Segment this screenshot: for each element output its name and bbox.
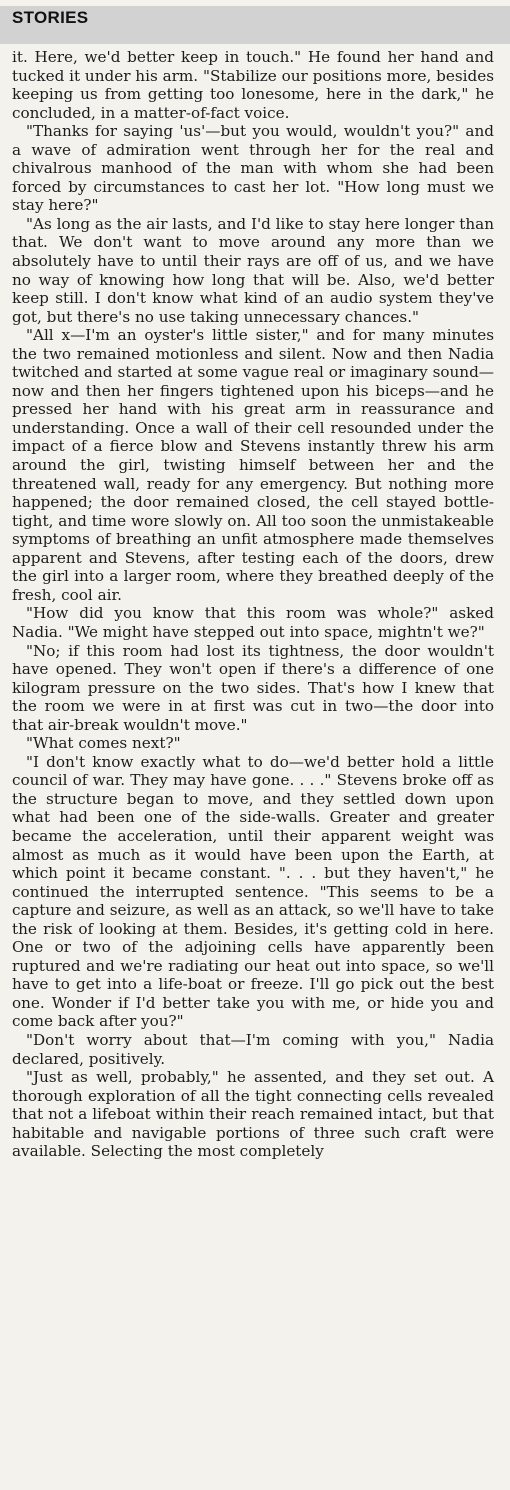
paragraph: it. Here, we'd better keep in touch." He found her hand and tucked it under his arm. "Stabilize our positions more, besides keeping us from getting too lonesome, here in the dark," he concluded, in a matter-of-fact voice. bbox=[12, 48, 494, 122]
paragraph: "Thanks for saying 'us'—but you would, wouldn't you?" and a wave of admiration went through her for the real and chivalrous manhood of the man with whom she had been forced by circumstances to cast her lot. "How long must we stay here?" bbox=[12, 122, 494, 215]
paragraph: "No; if this room had lost its tightness, the door wouldn't have opened. They won't open if there's a difference of one kilogram pressure on the two sides. That's how I knew that the room we were in at first was cut in two—the door into that air-break wouldn't move." bbox=[12, 641, 494, 734]
paragraph: "What comes next?" bbox=[26, 734, 181, 753]
story-text bbox=[12, 48, 494, 1161]
section-title: STORIES bbox=[12, 8, 89, 27]
paragraph: "Just as well, probably," he assented, and they set out. A thorough exploration of all the tight connecting cells revealed that not a lifeboat within their reach remained intact, but that habitable and navigable portions of three such craft were available. Selecting the most completely bbox=[12, 1068, 494, 1161]
paragraph: "How did you know that this room was whole?" asked Nadia. "We might have stepped out into space, mightn't we?" bbox=[12, 604, 494, 641]
section-header bbox=[0, 6, 510, 44]
paragraph: "Don't worry about that—I'm coming with you," Nadia declared, positively. bbox=[12, 1030, 494, 1068]
paragraph: "I don't know exactly what to do—we'd better hold a little council of war. They may have gone. . . ." Stevens broke off as the structure began to move, and they settled down upon what had been one of the side-walls. Greater and greater became the acceleration, until their apparent weight was almost as much as it would have been upon the Earth, at which point it became constant. ". . . but they haven't," he continued the interrupted sentence. "This seems to be a capture and seizure, as well as an attack, so we'll have to take the risk of looking at them. Besides, it's getting cold in here. One or two of the adjoining cells have apparently been ruptured and we're radiating our heat out into space, so we'll have to get into a life-boat or freeze. I'll go pick out the best one. Wonder if I'd better take you with me, or hide you and come back after you?" bbox=[12, 752, 494, 1031]
paragraph: "All x—I'm an oyster's little sister," and for many minutes the two remained motionless and silent. Now and then Nadia twitched and started at some vague real or imaginary sound—now and then her fingers tightened upon his biceps—and he pressed her hand with his great arm in reassurance and understanding. Once a wall of their cell resounded under the impact of a fierce blow and Stevens instantly threw his arm around the girl, twisting himself between her and the threatened wall, ready for any emergency. But nothing more happened; the door remained closed, the cell stayed bottle-tight, and time wore slowly on. All too soon the unmistakeable symptoms of breathing an unfit atmosphere made themselves apparent and Stevens, after testing each of the doors, drew the girl into a larger room, where they breathed deeply of the fresh, cool air. bbox=[12, 326, 494, 604]
paragraph: "As long as the air lasts, and I'd like to stay here longer than that. We don't want to move around any more than we absolutely have to until their rays are off of us, and we have no way of knowing how long that will be. Also, we'd better keep still. I don't know what kind of an audio system they've got, but there's no use taking unnecessary chances." bbox=[12, 214, 494, 326]
